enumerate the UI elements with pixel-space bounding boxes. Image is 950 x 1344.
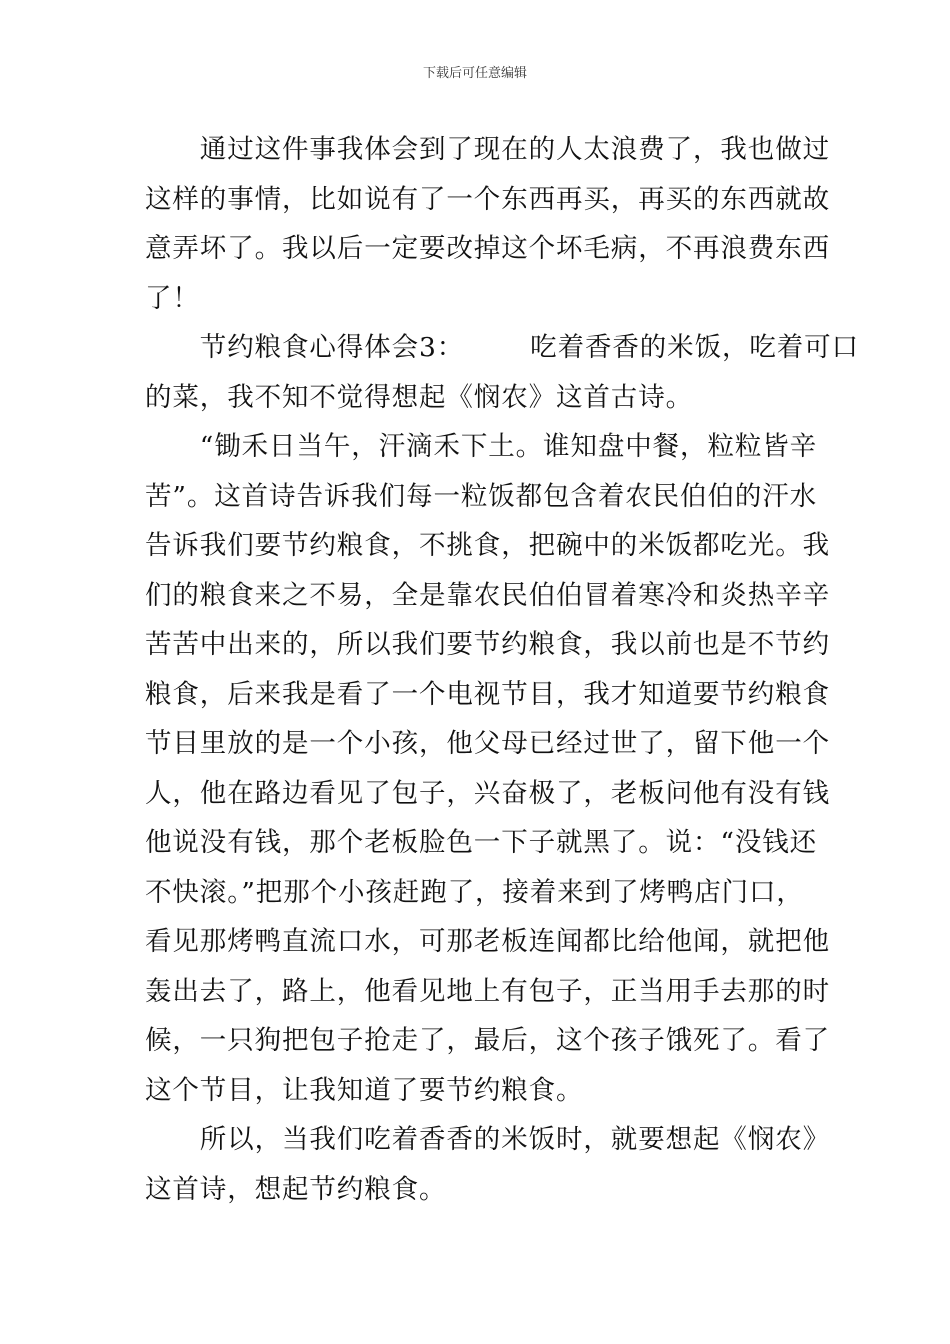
text-line: 看见那烤鸭直流口水，可那老板连闻都比给他闻，就把他 [145, 926, 830, 957]
text-line: 这样的事情，比如说有了一个东西再买，再买的东西就故 [145, 183, 830, 215]
text-line: 的菜，我不知不觉得想起《悯农》这首古诗。 [145, 381, 693, 413]
text-line: 轰出去了，路上，他看见地上有包子，正当用手去那的时 [145, 975, 830, 1007]
text-line: 节目里放的是一个小孩，他父母已经过世了，留下他一个 [145, 728, 830, 759]
text-line: 这首诗，想起节约粮食。 [145, 1173, 447, 1205]
text-line: “锄禾日当午，汗滴禾下土。谁知盘中餐，粒粒皆辛 [145, 431, 818, 462]
text-line: 不快滚。”把那个小孩赶跑了，接着来到了烤鸭店门口， [145, 876, 804, 908]
text-line: 人，他在路边看见了包子，兴奋极了，老板问他有没有钱 [145, 777, 830, 809]
text-line-heading [145, 323, 859, 373]
page-header: 下载后可任意编辑 [422, 66, 527, 81]
section-first-text: 吃着香香的米饭，吃着可口 [530, 332, 859, 363]
text-line: 们的粮食来之不易，全是靠农民伯伯冒着寒冷和炎热辛辛 [145, 579, 830, 611]
section-heading: 节约粮食心得体会3： [145, 332, 465, 363]
text-line: 他说没有钱，那个老板脸色一下子就黑了。说：“没钱还 [145, 827, 818, 858]
text-line: 了！ [145, 282, 200, 314]
text-line: 意弄坏了。我以后一定要改掉这个坏毛病，不再浪费东西 [145, 233, 830, 264]
text-line: 候，一只狗把包子抢走了，最后，这个孩子饿死了。看了 [145, 1025, 830, 1056]
document-body [145, 125, 859, 1214]
text-line: 苦苦中出来的，所以我们要节约粮食，我以前也是不节约 [145, 629, 830, 660]
text-line: 所以，当我们吃着香香的米饭时，就要想起《悯农》 [145, 1124, 830, 1155]
text-line: 通过这件事我体会到了现在的人太浪费了，我也做过 [145, 134, 830, 165]
text-line: 告诉我们要节约粮食，不挑食，把碗中的米饭都吃光。我 [145, 530, 830, 561]
text-line: 苦”。这首诗告诉我们每一粒饭都包含着农民伯伯的汗水 [145, 480, 818, 512]
text-line: 这个节目，让我知道了要节约粮食。 [145, 1074, 584, 1106]
text-line: 粮食，后来我是看了一个电视节目，我才知道要节约粮食 [145, 678, 830, 710]
